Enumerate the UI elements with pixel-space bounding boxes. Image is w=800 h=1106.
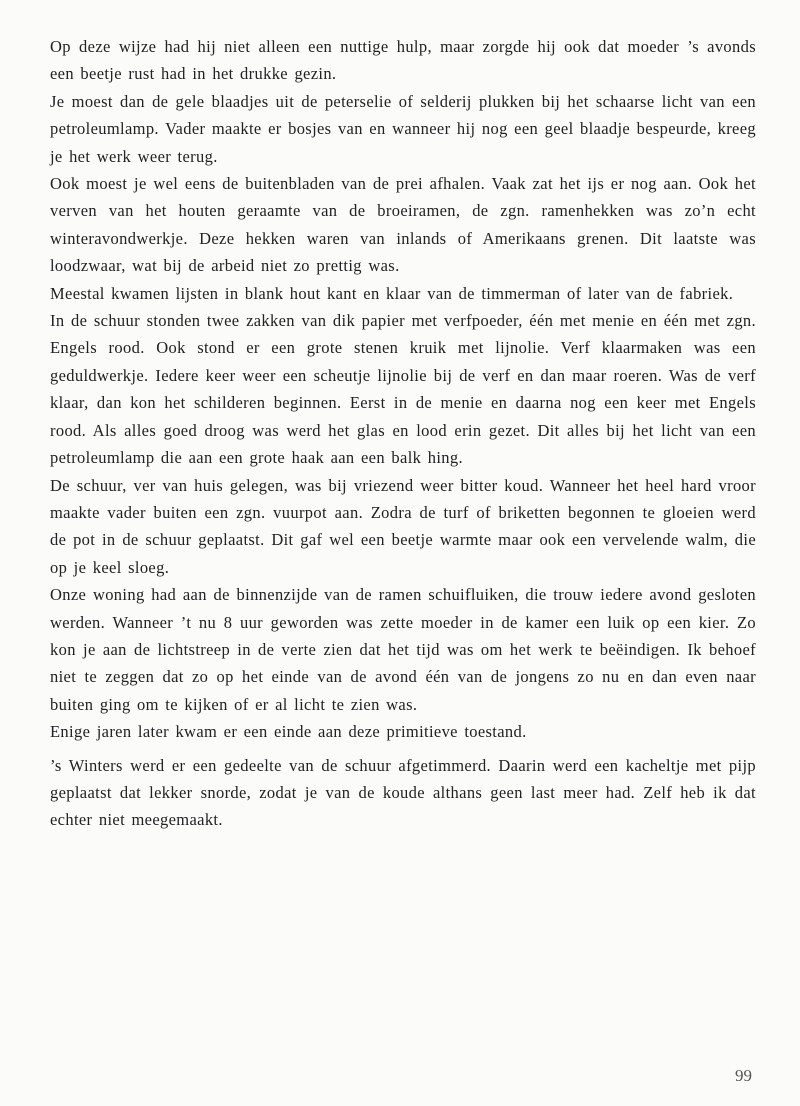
paragraph: Ook moest je wel eens de buitenbladen van de prei afhalen. Vaak zat het ijs er nog aan. Ook het verven van het houten geraamte van de broeiramen, de zgn. ramenhekken was zo’n echt winteravondwerkje. Deze hekken waren van inlands of Amerikaans grenen. Dit laatste was loodzwaar, wat bij de arbeid niet zo prettig was. [50,174,756,276]
body-text [50,33,756,834]
paragraph: In de schuur stonden twee zakken van dik papier met verfpoeder, één met menie en één met zgn. Engels rood. Ook stond er een grote stenen kruik met lijnolie. Verf klaarmaken was een geduldwerkje. Iedere keer weer een scheutje lijnolie bij de verf en dan maar roeren. Was de verf klaar, dan kon het schilderen beginnen. Eerst in de menie en daarna nog een keer met Engels rood. Als alles goed droog was werd het glas en lood erin gezet. Dit alles bij het licht van een petroleumlamp die aan een grote haak aan een balk hing. [50,311,756,468]
paragraph: De schuur, ver van huis gelegen, was bij vriezend weer bitter koud. Wanneer het heel hard vroor maakte vader buiten een zgn. vuurpot aan. Zodra de turf of briketten begonnen te gloeien werd de pot in de schuur geplaatst. Dit gaf wel een beetje warmte maar ook een vervelende walm, die op je keel sloeg. [50,475,756,577]
paragraph: Enige jaren later kwam er een einde aan deze primitieve toestand. [50,722,527,742]
paragraph: Onze woning had aan de binnenzijde van de ramen schuifluiken, die trouw iedere avond gesloten werden. Wanneer ’t nu 8 uur geworden was zette moeder in de kamer een luik op een kier. Zo kon je aan de lichtstreep in de verte zien dat het tijd was om het werk te beëindigen. Ik behoef niet te zeggen dat zo op het einde van de avond één van de jongens zo nu en dan even naar buiten ging om te kijken of er al licht te zien was. [50,585,756,714]
paragraph: ’s Winters werd er een gedeelte van de schuur afgetimmerd. Daarin werd een kacheltje met pijp geplaatst dat lekker snorde, zodat je van de koude althans geen last meer had. Zelf heb ik dat echter niet meegemaakt. [50,755,756,830]
paragraph: Op deze wijze had hij niet alleen een nuttige hulp, maar zorgde hij ook dat moeder ’s avonds een beetje rust had in het drukke gezin. [50,37,756,84]
paragraph: Je moest dan de gele blaadjes uit de peterselie of selderij plukken bij het schaarse licht van een petroleumlamp. Vader maakte er bosjes van en wanneer hij nog een geel blaadje bespeurde, kreeg je het werk weer terug. [50,91,756,166]
paragraph: Meestal kwamen lijsten in blank hout kant en klaar van de timmerman of later van de fabriek. [50,283,734,303]
page-number: 99 [735,1066,752,1085]
